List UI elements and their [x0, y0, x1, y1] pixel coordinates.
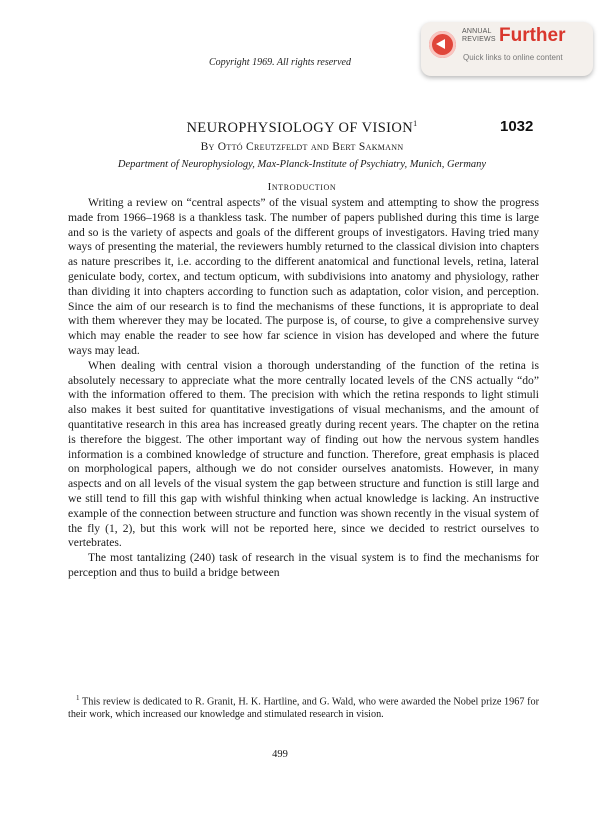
badge-brand-line1: ANNUAL: [462, 28, 492, 35]
badge-brand-line2: REVIEWS: [462, 35, 496, 43]
copyright-notice: Copyright 1969. All rights reserved: [209, 57, 351, 68]
article-title-text: NEUROPHYSIOLOGY OF VISION: [186, 119, 414, 136]
page-number: 499: [272, 749, 288, 760]
article-title: [0, 119, 604, 137]
badge-tagline[interactable]: Quick links to online content: [463, 53, 563, 62]
author-affiliation: Department of Neurophysiology, Max-Planck-Institute of Psychiatry, Munich, Germany: [117, 159, 487, 170]
annual-reviews-further-badge[interactable]: [421, 22, 593, 76]
footnote-mark: 1: [76, 694, 80, 702]
paragraph: When dealing with central vision a thorough understanding of the function of the retina is absolutely necessary to appreciate what the more centrally located levels of the CNS actually “do” with the information offered to them. The precision with which the retina responds to light stimuli also makes it best suited for quantitative investigations of visual mechanisms, and the amount of quantitative research in this area has increased greatly during recent years. The chapter on the retina is therefore the biggest. The other important way of finding out how the nervous system handles information is a combined knowledge of structure and function. Therefore, great emphasis is placed on morphological papers, although we do not consider ourselves anatomists. However, in many aspects and on all levels of the visual system the gap between structure and function is still large and we still tend to fill this gap with wishful thinking when actual knowledge is lacking. An instructive example of the connection between structure and function was shown recently in the visual system of the fly (1, 2), but this work will not be reported here, since we decided to restrict ourselves to vertebrates.: [68, 358, 539, 550]
footnote: [68, 692, 539, 721]
page-id: 1032: [500, 118, 534, 135]
badge-brand: [462, 28, 496, 43]
paragraph: Writing a review on “central aspects” of the visual system and attempting to show the progress made from 1966–1968 is a thankless task. The number of papers published during this time is large and so is the variety of aspects and goals of the different groups of investigators. Having tried many ways of presenting the material, the reviewers humbly returned to the classical division into chapters as nature prescribes it, i.e. according to the different anatomical and functional levels, retina, lateral geniculate body, cortex, and tectum opticum, with subdivisions into anatomy and physiology, rather than dividing it into chapters according to function such as adaptation, color vision, and perception. Since the aim of our research is to find the mechanisms of these functions, it is appropriate to deal with them wherever they may be located. The purpose is, of course, to give a comprehensive survey which may enable the reader to see how far science in vision has developed and where the future ways may lead.: [68, 196, 539, 357]
footnote-text: This review is dedicated to R. Granit, H. K. Hartline, and G. Wald, who were awarded the Nobel prize 1967 for their work, which increased our knowledge and stimulated research in vision.: [68, 696, 539, 721]
title-footnote-mark: 1: [413, 119, 418, 128]
paragraph: The most tantalizing (240) task of research in the visual system is to find the mechanisms for perception and thus to build a bridge between: [68, 551, 539, 579]
article-authors: By Ottó Creutzfeldt and Bert Sakmann: [200, 141, 404, 153]
article-body: [68, 196, 539, 581]
section-heading-introduction: Introduction: [267, 181, 337, 193]
badge-further-label[interactable]: Further: [499, 25, 566, 46]
play-back-icon[interactable]: [429, 31, 456, 58]
